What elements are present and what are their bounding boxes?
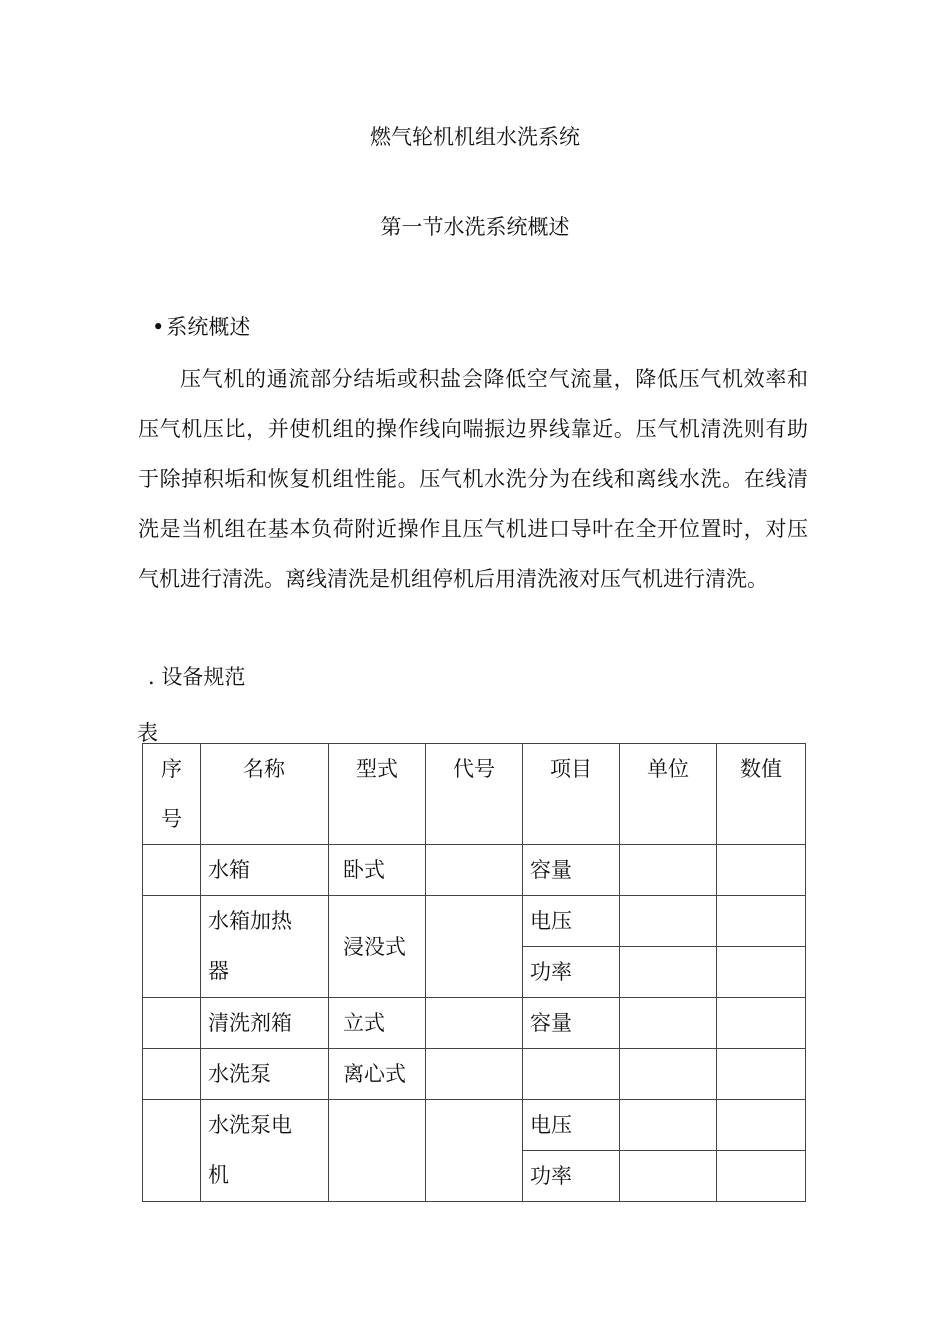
cell-item: 电压 — [523, 896, 620, 947]
cell-name: 水洗泵电机 — [201, 1100, 329, 1202]
header-seq: 序号 — [143, 744, 201, 845]
table-caption: 表 — [137, 721, 158, 745]
bullet-marker: • — [152, 315, 165, 339]
header-code: 代号 — [426, 744, 523, 845]
cell-seq — [143, 1100, 201, 1202]
cell-type: 卧式 — [329, 845, 426, 896]
spec-heading: . 设备规范 — [148, 665, 246, 689]
table-row — [143, 896, 806, 947]
cell-name: 水箱加热器 — [201, 896, 329, 998]
cell-unit — [620, 896, 717, 947]
table-row — [143, 998, 806, 1049]
cell-value — [717, 998, 806, 1049]
cell-seq — [143, 845, 201, 896]
cell-code — [426, 896, 523, 998]
table-row — [143, 1049, 806, 1100]
cell-unit — [620, 1100, 717, 1151]
header-value: 数值 — [717, 744, 806, 845]
cell-type: 立式 — [329, 998, 426, 1049]
document-title: 燃气轮机机组水洗系统 — [370, 125, 580, 149]
cell-name: 清洗剂箱 — [201, 998, 329, 1049]
cell-item: 功率 — [523, 947, 620, 998]
cell-unit — [620, 998, 717, 1049]
cell-code — [426, 1100, 523, 1202]
cell-code — [426, 998, 523, 1049]
cell-name: 水箱 — [201, 845, 329, 896]
cell-value — [717, 845, 806, 896]
cell-value — [717, 1151, 806, 1202]
cell-code — [426, 1049, 523, 1100]
cell-seq — [143, 1049, 201, 1100]
cell-item: 容量 — [523, 845, 620, 896]
header-item: 项目 — [523, 744, 620, 845]
overview-heading-text: 系统概述 — [166, 315, 251, 339]
cell-item — [523, 1049, 620, 1100]
cell-value — [717, 1049, 806, 1100]
cell-seq — [143, 998, 201, 1049]
cell-item: 功率 — [523, 1151, 620, 1202]
header-unit: 单位 — [620, 744, 717, 845]
cell-type — [329, 1100, 426, 1202]
header-type: 型式 — [329, 744, 426, 845]
table-header-row — [143, 744, 806, 845]
cell-value — [717, 896, 806, 947]
overview-paragraph: 压气机的通流部分结垢或积盐会降低空气流量，降低压气机效率和压气机压比，并使机组的操作线向喘振边界线靠近。压气机清洗则有助于除掉积垢和恢复机组性能。压气机水洗分为在线和离线水洗。在线清洗是当机组在基本负荷附近操作且压气机进口导叶在全开位置时，对压气机进行清洗。离线清洗是机组停机后用清洗液对压气机进行清洗。 — [138, 367, 808, 591]
header-name: 名称 — [201, 744, 329, 845]
equipment-spec-table — [142, 743, 806, 1202]
cell-item: 容量 — [523, 998, 620, 1049]
table-row — [143, 1100, 806, 1151]
cell-type: 浸没式 — [329, 896, 426, 998]
table-row — [143, 845, 806, 896]
cell-code — [426, 845, 523, 896]
cell-unit — [620, 1151, 717, 1202]
cell-unit — [620, 947, 717, 998]
cell-value — [717, 1100, 806, 1151]
cell-type: 离心式 — [329, 1049, 426, 1100]
cell-unit — [620, 1049, 717, 1100]
section-title: 第一节水洗系统概述 — [380, 215, 570, 239]
cell-unit — [620, 845, 717, 896]
cell-value — [717, 947, 806, 998]
cell-seq — [143, 896, 201, 998]
cell-item: 电压 — [523, 1100, 620, 1151]
overview-heading — [152, 313, 250, 341]
cell-name: 水洗泵 — [201, 1049, 329, 1100]
